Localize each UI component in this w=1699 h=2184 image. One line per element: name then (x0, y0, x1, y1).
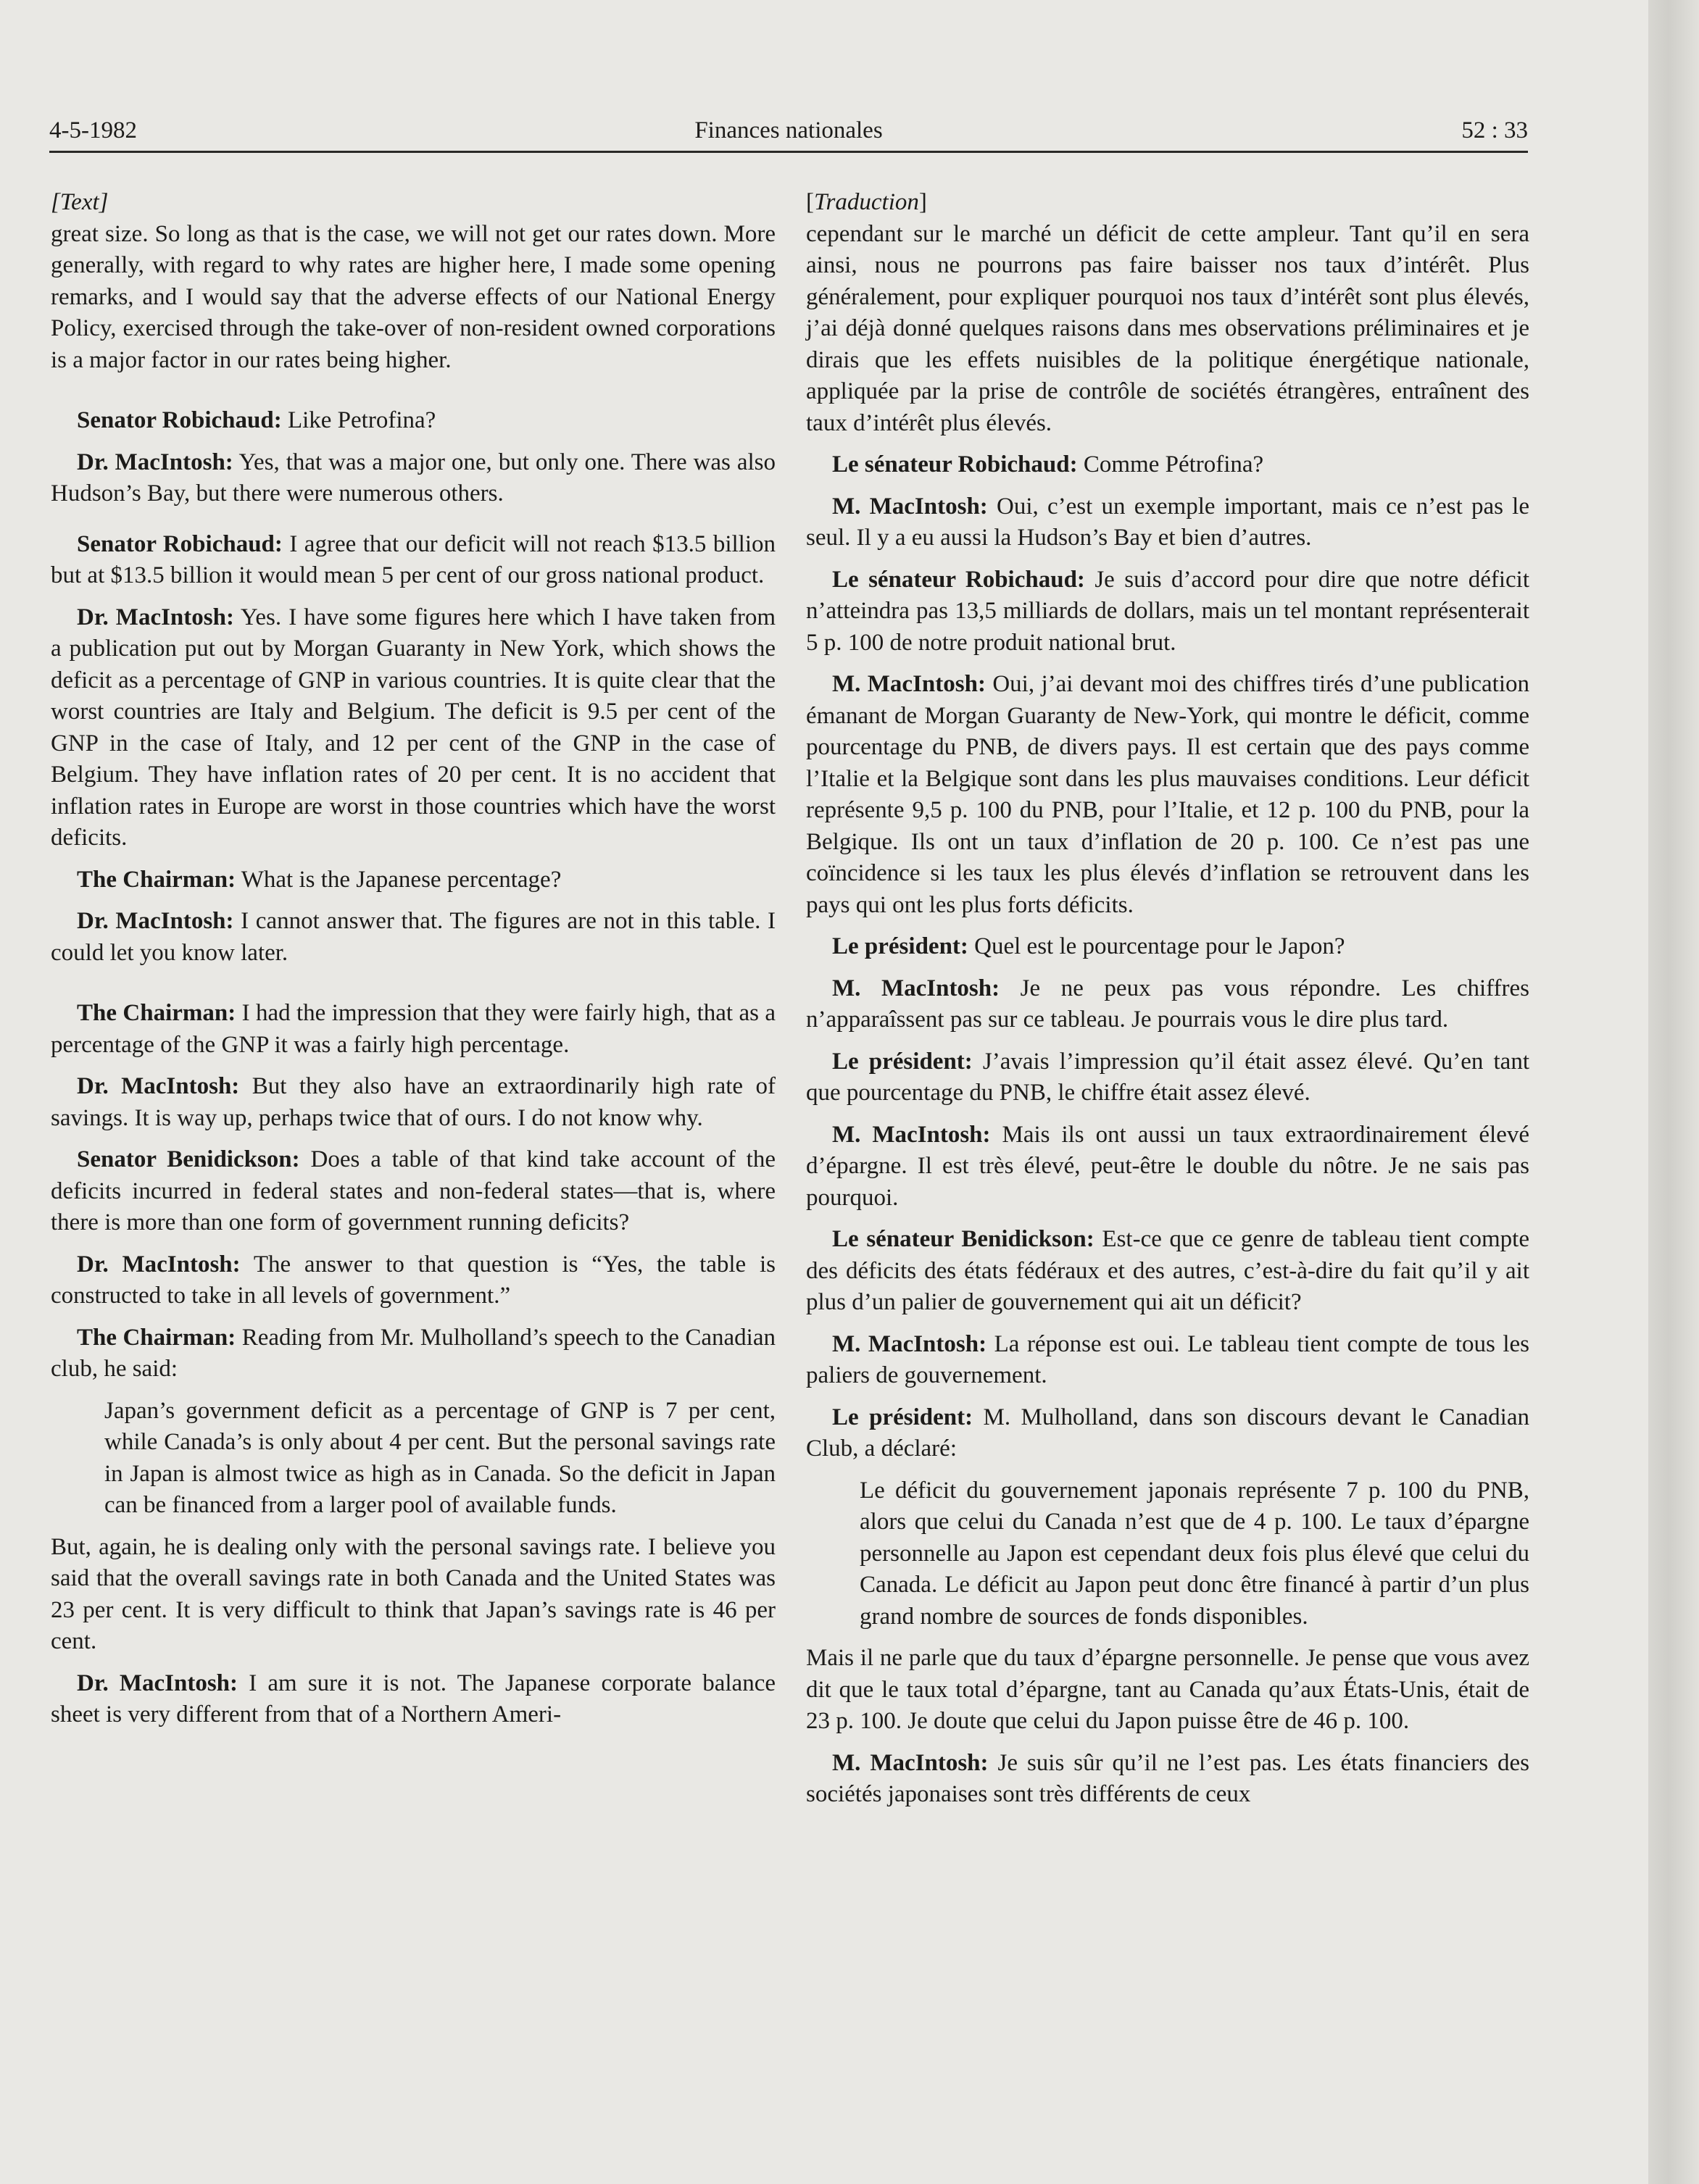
french-paragraph-13 (806, 1748, 1529, 1811)
speaker-name: Le sénateur Robichaud: (832, 566, 1085, 593)
english-paragraph-6 (51, 906, 776, 969)
page-edge-shadow (1648, 0, 1699, 2184)
french-paragraph-3 (806, 564, 1529, 659)
speaker-name: Le président: (832, 933, 968, 959)
speaker-name: Le sénateur Robichaud: (832, 451, 1078, 478)
english-paragraph-4 (51, 602, 776, 854)
speech-text: Je suis d’accord pour dire que notre déficit n’atteindra pas 13,5 milliards de dollars, mais un tel montant représenterait 5 p. 100 de notre produit national brut. (806, 566, 1530, 656)
speaker-name: Dr. MacIntosh: (77, 1670, 238, 1696)
speaker-name: M. MacIntosh: (832, 1749, 989, 1776)
speaker-name: The Chairman: (77, 866, 236, 893)
speech-text: Oui, c’est un exemple important, mais ce n’est pas le seul. Il y a eu aussi la Hudson’s Bay et bien d’autres. (806, 493, 1529, 551)
english-language-tag: [Text] (51, 189, 109, 215)
french-paragraph-4 (806, 669, 1529, 921)
speaker-name: Le sénateur Benidickson: (832, 1226, 1094, 1252)
english-paragraph-10 (51, 1249, 776, 1312)
french-paragraph-1 (806, 449, 1529, 481)
speech-text: M. Mulholland, dans son discours devant le Canadian Club, a déclaré: (806, 1404, 1529, 1462)
speech-text: Yes, that was a major one, but only one. There was also Hudson’s Bay, but there were numerous others. (51, 449, 776, 507)
english-paragraph-13 (51, 1668, 776, 1731)
speech-text: Reading from Mr. Mulholland’s speech to the Canadian club, he said: (51, 1324, 776, 1382)
speaker-name: Dr. MacIntosh: (77, 908, 234, 934)
speaker-name: M. MacIntosh: (832, 671, 986, 697)
speaker-name: The Chairman: (77, 1000, 236, 1026)
speech-text: But they also have an extraordinarily high rate of savings. It is way up, perhaps twice that of ours. I do not know why. (51, 1073, 776, 1131)
running-header (49, 113, 1528, 153)
english-paragraph-12: But, again, he is dealing only with the personal savings rate. I believe you said that the overall savings rate in both Canada and the United States was 23 per cent. It is very difficult to think that Japan’s savings rate is 46 per cent. (51, 1533, 776, 1654)
speaker-name: The Chairman: (77, 1324, 236, 1351)
speech-text: Est-ce que ce genre de tableau tient compte des déficits des états fédéraux et des autres, c’est-à-dire du fait qu’il y ait plus d’un palier de gouvernement qui ait un déficit? (806, 1226, 1529, 1315)
french-paragraph-7 (806, 1046, 1529, 1109)
speech-text: Quel est le pourcentage pour le Japon? (968, 933, 1345, 959)
speaker-name: Dr. MacIntosh: (77, 1073, 240, 1099)
english-paragraph-1 (51, 405, 776, 437)
french-paragraph-11 (806, 1402, 1529, 1465)
speaker-name: Dr. MacIntosh: (77, 449, 233, 475)
english-paragraph-7 (51, 998, 776, 1061)
french-block-quote: Le déficit du gouvernement japonais représente 7 p. 100 du PNB, alors que celui du Canada n’est que de 4 p. 100. Le taux d’épargne personnelle au Japon est cependant deux fois plus élevé que celui du Canada. Le déficit au Japon peut donc être financé à partir d’un plus grand nombre de sources de fonds disponibles. (860, 1477, 1529, 1630)
speech-text: I agree that our deficit will not reach $13.5 billion but at $13.5 billion it would mean 5 per cent of our gross national product. (51, 530, 776, 588)
french-language-tag: [Traduction] (806, 189, 927, 215)
french-paragraph-9 (806, 1224, 1529, 1319)
speech-text: What is the Japanese percentage? (236, 866, 562, 893)
speech-text: I cannot answer that. The figures are not in this table. I could let you know later. (51, 908, 776, 966)
french-paragraph-8 (806, 1120, 1529, 1214)
speech-text: J’avais l’impression qu’il était assez élevé. Qu’en tant que pourcentage du PNB, le chiffre était assez élevé. (806, 1048, 1529, 1106)
speaker-name: Dr. MacIntosh: (77, 1251, 241, 1278)
english-paragraph-0: great size. So long as that is the case, we will not get our rates down. More generally, with regard to why rates are higher here, I made some opening remarks, and I would say that the adverse effects of our National Energy Policy, exercised through the take-over of non-resident owned corporations is a major factor in our rates being higher. (51, 220, 776, 373)
speech-text: The answer to that question is “Yes, the table is constructed to take in all levels of government.” (51, 1251, 776, 1309)
speaker-name: Dr. MacIntosh: (77, 604, 234, 630)
speaker-name: M. MacIntosh: (832, 1330, 987, 1357)
speaker-name: M. MacIntosh: (832, 1121, 991, 1148)
speech-text: La réponse est oui. Le tableau tient compte de tous les paliers de gouvernement. (806, 1330, 1530, 1388)
speech-text: I had the impression that they were fairly high, that as a percentage of the GNP it was a fairly high percentage. (51, 1000, 776, 1058)
french-column (806, 187, 1529, 1821)
french-paragraph-5 (806, 931, 1529, 963)
header-title: Finances nationales (694, 117, 883, 143)
english-paragraph-8 (51, 1071, 776, 1134)
speaker-name: Senator Benidickson: (77, 1146, 300, 1172)
speech-text: Like Petrofina? (281, 407, 436, 433)
english-paragraph-2 (51, 447, 776, 510)
speech-text: Comme Pétrofina? (1077, 451, 1264, 478)
english-paragraph-5 (51, 864, 776, 896)
speech-text: I am sure it is not. The Japanese corporate balance sheet is very different from that of a Northern Ameri- (51, 1670, 776, 1727)
english-column (51, 187, 776, 1741)
speech-text: Does a table of that kind take account of the deficits incurred in federal states and non-federal states—that is, where there is more than one form of government running deficits? (51, 1146, 776, 1235)
english-paragraph-3 (51, 529, 776, 592)
speech-text: Mais ils ont aussi un taux extraordinairement élevé d’épargne. Il est très élevé, peut-être le double du nôtre. Je ne sais pas pourquoi. (806, 1121, 1530, 1211)
french-paragraph-10 (806, 1329, 1529, 1392)
speaker-name: M. MacIntosh: (832, 975, 1000, 1001)
speaker-name: Le président: (832, 1048, 973, 1075)
english-block-quote: Japan’s government deficit as a percentage of GNP is 7 per cent, while Canada’s is only about 4 per cent. But the personal savings rate in Japan is almost twice as high as in Canada. So the deficit in Japan can be financed from a larger pool of available funds. (104, 1397, 776, 1518)
speaker-name: Senator Robichaud: (77, 407, 282, 433)
french-tag-label: Traduction (814, 189, 919, 215)
header-page-number: 52 : 33 (1461, 117, 1528, 143)
french-paragraph-12: Mais il ne parle que du taux d’épargne personnelle. Je pense que vous avez dit que le taux total d’épargne, tant au Canada qu’aux États-Unis, était de 23 p. 100. Je doute que celui du Japon puisse être de 46 p. 100. (806, 1645, 1529, 1734)
speech-text: Yes. I have some figures here which I have taken from a publication put out by Morgan Guaranty in New York, which shows the deficit as a percentage of GNP in various countries. It is quite clear that the worst countries are Italy and Belgium. The deficit is 9.5 per cent of the GNP in the case of Italy, and 12 per cent of the GNP in the case of Belgium. They have inflation rates of 20 per cent. It is no accident that inflation rates in Europe are worst in those countries which have the worst deficits. (51, 604, 776, 851)
english-paragraph-11 (51, 1322, 776, 1385)
french-paragraph-0: cependant sur le marché un déficit de cette ampleur. Tant qu’il en sera ainsi, nous ne pourrons pas faire baisser nos taux d’intérêt. Plus généralement, pour expliquer pourquoi nos taux d’intérêt sont plus élevés, j’ai déjà donné quelques raisons dans mes observations préliminaires et je dirais que les effets nuisibles de la politique énergétique nationale, appliquée par la prise de contrôle de sociétés étrangères, entraînent des taux d’intérêt plus élevés. (806, 220, 1529, 436)
speech-text: Je ne peux pas vous répondre. Les chiffres n’apparaîssent pas sur ce tableau. Je pourrais vous le dire plus tard. (806, 975, 1530, 1033)
english-paragraph-9 (51, 1144, 776, 1239)
speaker-name: M. MacIntosh: (832, 493, 988, 520)
speech-text: Je suis sûr qu’il ne l’est pas. Les états financiers des sociétés japonaises sont très différents de ceux (806, 1749, 1529, 1807)
french-paragraph-6 (806, 973, 1529, 1036)
header-date: 4-5-1982 (49, 117, 137, 143)
french-paragraph-2 (806, 491, 1529, 554)
speech-text: Oui, j’ai devant moi des chiffres tirés d’une publication émanant de Morgan Guaranty de New-York, qui montre le déficit, comme pourcentage du PNB, de divers pays. Il est certain que des pays comme l’Italie et la Belgique sont dans les plus mauvaises conditions. Leur déficit représente 9,5 p. 100 du PNB, pour l’Italie, et 12 p. 100 du PNB, pour la Belgique. Ils ont un taux d’inflation de 20 p. 100. Ce n’est pas une coïncidence si les taux les plus élevés d’inflation se retrouvent dans les pays qui ont les plus forts déficits. (806, 671, 1530, 918)
speaker-name: Le président: (832, 1404, 973, 1430)
speaker-name: Senator Robichaud: (77, 530, 283, 557)
